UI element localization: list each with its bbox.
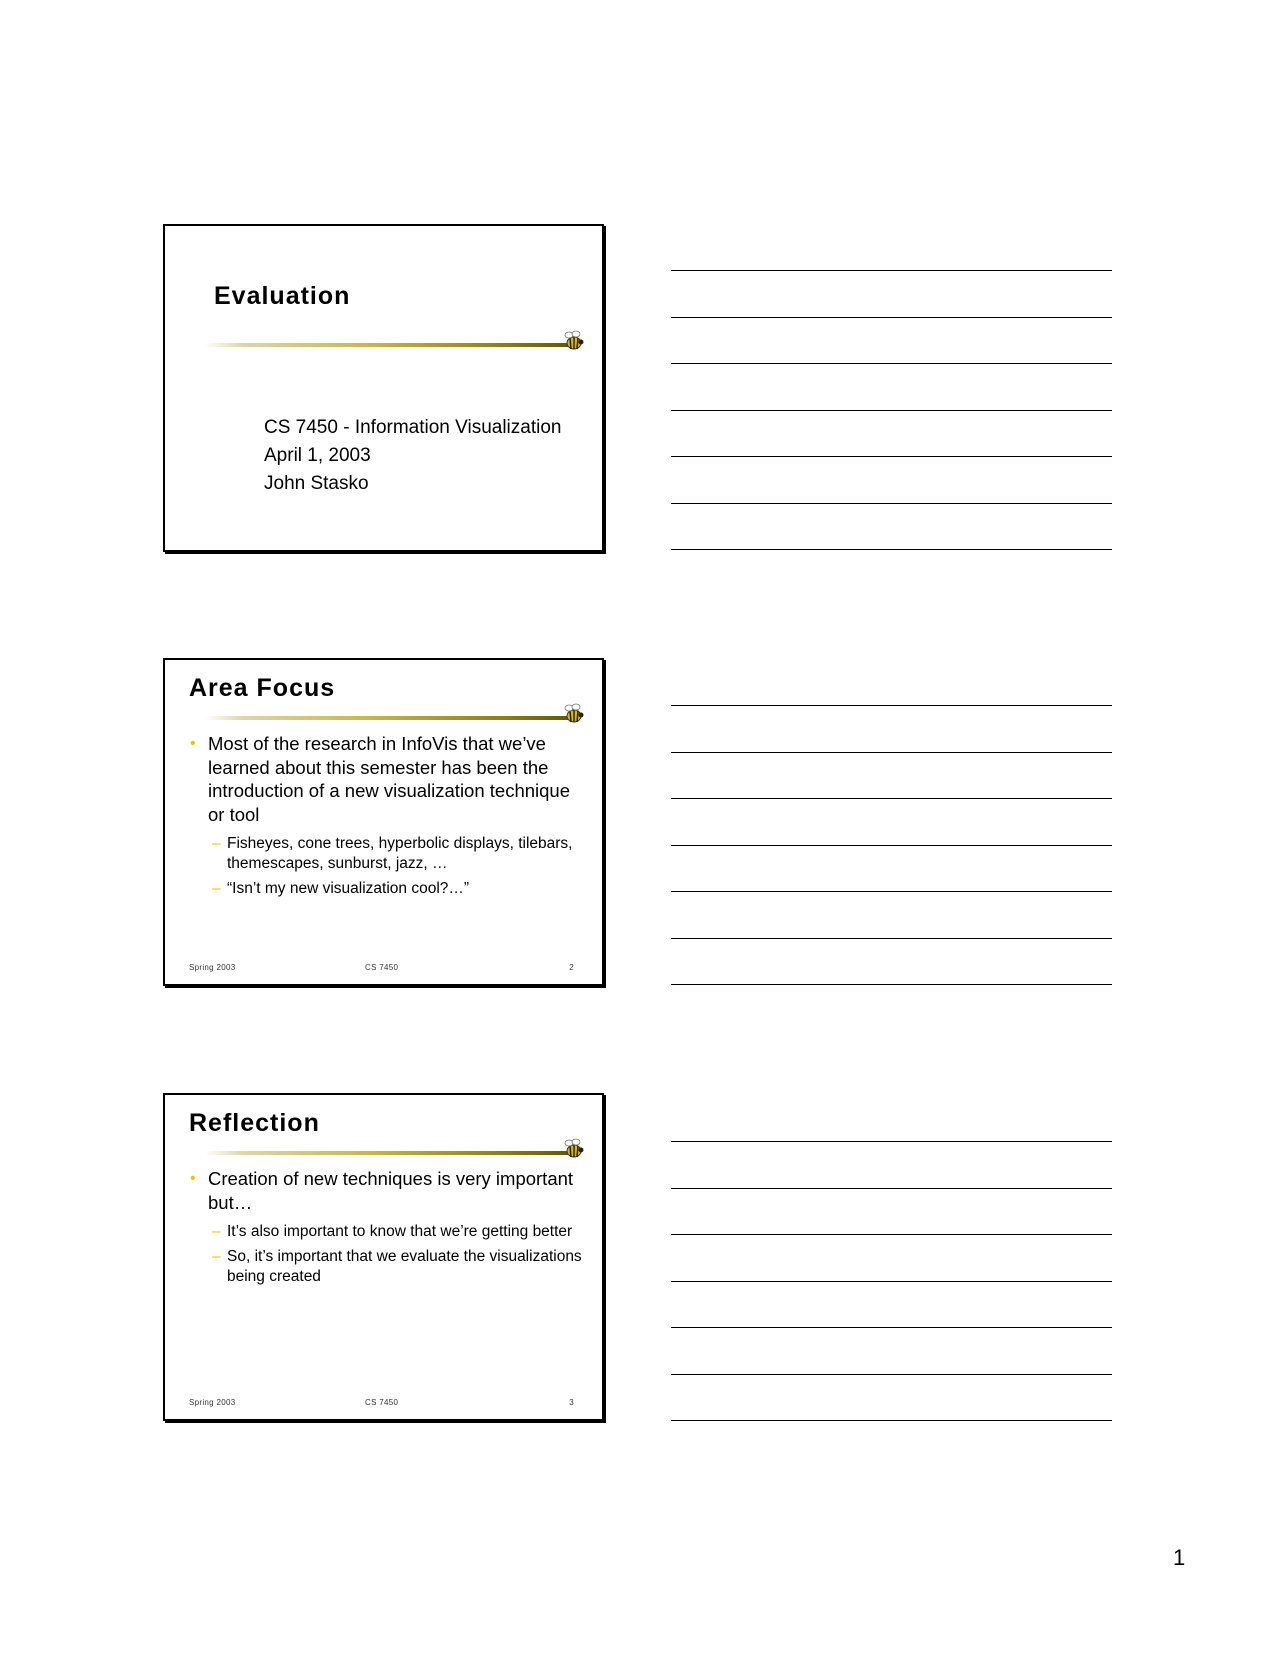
slide-title: Area Focus: [189, 674, 336, 702]
notes-lines-2: [671, 705, 1112, 1031]
page-number: 1: [1173, 1545, 1186, 1570]
slide-title: Reflection: [189, 1109, 320, 1137]
subtitle-author: John Stasko: [264, 473, 369, 494]
note-line: [671, 798, 1112, 799]
bullet-text: Creation of new techniques is very important but…: [208, 1168, 574, 1213]
note-line: [671, 1281, 1112, 1282]
note-line: [671, 363, 1112, 364]
note-line: [671, 410, 1112, 411]
slide-1: [163, 224, 604, 552]
dash-icon: –: [212, 835, 221, 852]
footer-slide-number: 2: [569, 963, 574, 972]
subbullet-item: [189, 834, 584, 874]
dash-icon: –: [212, 1248, 221, 1265]
subbullet-text: It’s also important to know that we’re getting better: [227, 1223, 573, 1240]
note-line: [671, 752, 1112, 753]
subtitle-block: [264, 414, 561, 498]
slide-3: [163, 1093, 604, 1421]
dash-icon: –: [212, 880, 221, 897]
note-line: [671, 845, 1112, 846]
slide-2: [163, 658, 604, 986]
bee-icon: [561, 702, 585, 726]
note-line: [671, 503, 1112, 504]
title-rule: [205, 1151, 580, 1155]
subbullet-text: Fisheyes, cone trees, hyperbolic displays, tilebars, themescapes, sunburst, jazz, …: [227, 835, 573, 872]
subtitle-date: April 1, 2003: [264, 445, 371, 466]
bullet-item: [189, 732, 584, 826]
note-line: [671, 317, 1112, 318]
slide-body: [189, 1167, 584, 1287]
note-line: [671, 456, 1112, 457]
footer-course: CS 7450: [365, 963, 399, 972]
bullet-icon: •: [190, 735, 196, 752]
note-line: [671, 1420, 1112, 1421]
subbullet-item: [189, 1222, 584, 1242]
note-line: [671, 1234, 1112, 1235]
bullet-text: Most of the research in InfoVis that we’ve learned about this semester has been the introduction of a new visualization technique or tool: [208, 733, 571, 825]
bullet-item: [189, 1167, 584, 1214]
subbullet-text: “Isn’t my new visualization cool?…”: [227, 880, 470, 897]
slide-body: [189, 732, 584, 899]
footer-term: Spring 2003: [189, 963, 236, 972]
footer-term: Spring 2003: [189, 1398, 236, 1407]
subbullet-item: [189, 879, 584, 899]
title-rule: [205, 716, 580, 720]
dash-icon: –: [212, 1223, 221, 1240]
note-line: [671, 1374, 1112, 1375]
slide-title: Evaluation: [214, 282, 351, 310]
subtitle-course: CS 7450 - Information Visualization: [264, 417, 562, 438]
subbullet-text: So, it’s important that we evaluate the visualizations being created: [227, 1248, 582, 1285]
note-line: [671, 1141, 1112, 1142]
note-line: [671, 891, 1112, 892]
notes-lines-3: [671, 1141, 1112, 1467]
footer-slide-number: 3: [569, 1398, 574, 1407]
bee-icon: [561, 1137, 585, 1161]
note-line: [671, 270, 1112, 271]
bee-icon: [561, 329, 585, 353]
footer-course: CS 7450: [365, 1398, 399, 1407]
notes-lines-1: [671, 270, 1112, 596]
note-line: [671, 549, 1112, 550]
note-line: [671, 705, 1112, 706]
title-rule: [205, 343, 580, 347]
note-line: [671, 1327, 1112, 1328]
note-line: [671, 984, 1112, 985]
note-line: [671, 938, 1112, 939]
bullet-icon: •: [190, 1170, 196, 1187]
subbullet-item: [189, 1247, 584, 1287]
note-line: [671, 1188, 1112, 1189]
